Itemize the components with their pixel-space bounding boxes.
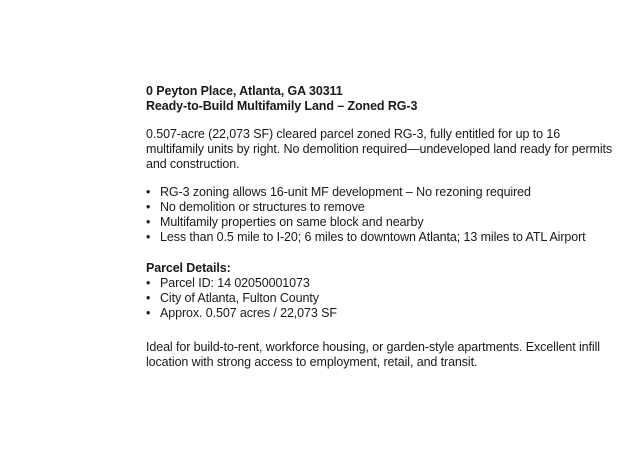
highlight-text: No demolition or structures to remove bbox=[160, 200, 365, 214]
highlight-text: Multifamily properties on same block and nearby bbox=[160, 215, 424, 229]
list-item bbox=[146, 291, 616, 306]
list-item bbox=[146, 230, 616, 245]
list-item bbox=[146, 276, 616, 291]
bullet-icon: • bbox=[146, 276, 151, 290]
highlights-list bbox=[146, 185, 616, 245]
bullet-icon: • bbox=[146, 306, 151, 320]
highlight-text: Less than 0.5 mile to I-20; 6 miles to downtown Atlanta; 13 miles to ATL Airport bbox=[160, 230, 586, 244]
list-item bbox=[146, 185, 616, 200]
intro-paragraph: 0.507-acre (22,073 SF) cleared parcel zoned RG-3, fully entitled for up to 16 multifamily units by right. No demolition required—undeveloped land ready for permits and construction. bbox=[146, 127, 613, 171]
bullet-icon: • bbox=[146, 215, 151, 229]
bullet-icon: • bbox=[146, 200, 151, 214]
bullet-icon: • bbox=[146, 230, 151, 244]
parcel-detail-text: Approx. 0.507 acres / 22,073 SF bbox=[160, 306, 337, 320]
property-address: 0 Peyton Place, Atlanta, GA 30311 bbox=[146, 84, 343, 98]
highlight-text: RG-3 zoning allows 16-unit MF development – No rezoning required bbox=[160, 185, 531, 199]
document-page bbox=[146, 84, 616, 370]
parcel-detail-text: Parcel ID: 14 02050001073 bbox=[160, 276, 310, 290]
list-item bbox=[146, 200, 616, 215]
bullet-icon: • bbox=[146, 185, 151, 199]
parcel-details-heading: Parcel Details: bbox=[146, 261, 231, 275]
bullet-icon: • bbox=[146, 291, 151, 305]
list-item bbox=[146, 306, 616, 321]
list-item bbox=[146, 215, 616, 230]
parcel-detail-text: City of Atlanta, Fulton County bbox=[160, 291, 319, 305]
listing-subtitle: Ready-to-Build Multifamily Land – Zoned RG-3 bbox=[146, 99, 418, 113]
parcel-details-list bbox=[146, 276, 616, 321]
closing-paragraph: Ideal for build-to-rent, workforce housing, or garden-style apartments. Excellent infill location with strong access to employment, retail, and transit. bbox=[146, 340, 600, 369]
